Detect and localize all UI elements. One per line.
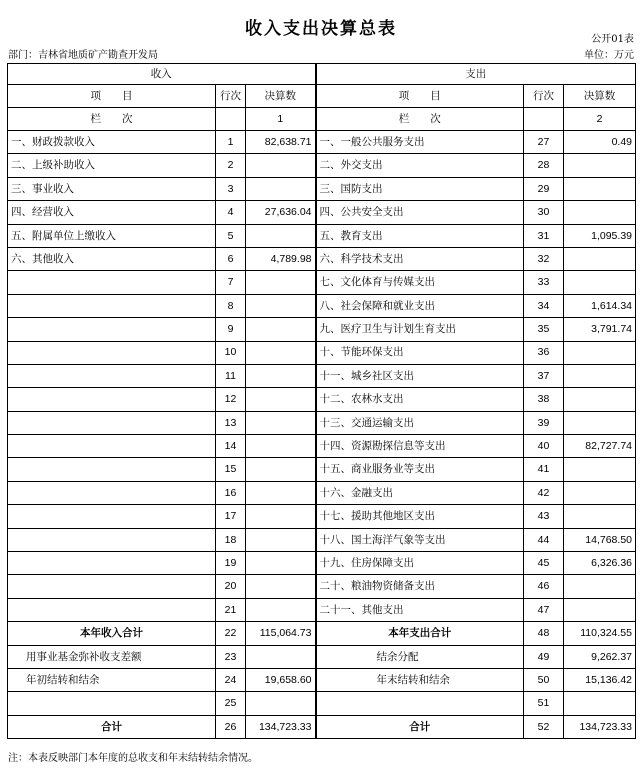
- expense-header: 支出: [316, 64, 636, 85]
- grand-total-left-value: 134,723.33: [246, 715, 316, 738]
- income-row-number: 2: [216, 154, 246, 177]
- expense-value: 82,727.74: [564, 435, 636, 458]
- expense-row-number: 42: [524, 481, 564, 504]
- expense-row-number: 36: [524, 341, 564, 364]
- expense-item-name: 四、公共安全支出: [316, 201, 524, 224]
- blank-left-label: [8, 692, 216, 715]
- expense-value: 14,768.50: [564, 528, 636, 551]
- expense-value: [564, 458, 636, 481]
- income-item-name: [8, 388, 216, 411]
- expense-value: [564, 575, 636, 598]
- expense-item-name: 二十、粮油物资储备支出: [316, 575, 524, 598]
- table-row: [8, 224, 636, 247]
- blank-right-rowno: 51: [524, 692, 564, 715]
- expense-item-name: 一、一般公共服务支出: [316, 131, 524, 154]
- table-row: [8, 364, 636, 387]
- expense-item-header: 项 目: [316, 85, 524, 108]
- expense-item-name: 十一、城乡社区支出: [316, 364, 524, 387]
- income-amount-header: 决算数: [246, 85, 316, 108]
- income-row-number: 5: [216, 224, 246, 247]
- income-row-number: 20: [216, 575, 246, 598]
- expense-item-name: 三、国防支出: [316, 177, 524, 200]
- expense-value: 6,326.36: [564, 552, 636, 575]
- income-row-number: 15: [216, 458, 246, 481]
- expense-total-value: 110,324.55: [564, 622, 636, 645]
- expense-value: [564, 271, 636, 294]
- expense-value: 1,614.34: [564, 294, 636, 317]
- income-value: 4,789.98: [246, 247, 316, 270]
- income-row-number: 11: [216, 364, 246, 387]
- blank-right-label: [316, 692, 524, 715]
- expense-total-label: 本年支出合计: [316, 622, 524, 645]
- expense-value: [564, 154, 636, 177]
- expense-row-number: 28: [524, 154, 564, 177]
- grand-total-left-rowno: 26: [216, 715, 246, 738]
- income-item-name: [8, 598, 216, 621]
- table-row: [8, 458, 636, 481]
- blank-left-rowno: 25: [216, 692, 246, 715]
- income-row-number: 8: [216, 294, 246, 317]
- income-row-number: 18: [216, 528, 246, 551]
- expense-item-name: 九、医疗卫生与计划生育支出: [316, 318, 524, 341]
- expense-value: [564, 364, 636, 387]
- income-value: 82,638.71: [246, 131, 316, 154]
- income-value: [246, 505, 316, 528]
- income-row-number: 3: [216, 177, 246, 200]
- grand-total-left-label: 合计: [8, 715, 216, 738]
- table-row: [8, 247, 636, 270]
- expense-item-name: 六、科学技术支出: [316, 247, 524, 270]
- department-label: 部门：吉林省地质矿产勘查开发局: [8, 50, 158, 61]
- income-item-name: [8, 505, 216, 528]
- income-rowno-header: 行次: [216, 85, 246, 108]
- expense-total-rowno: 48: [524, 622, 564, 645]
- expense-value: [564, 341, 636, 364]
- table-row: [8, 552, 636, 575]
- income-value: [246, 388, 316, 411]
- footnote: 注：本表反映部门本年度的总收支和年末结转结余情况。: [8, 753, 258, 764]
- income-row-number: 17: [216, 505, 246, 528]
- surplus-dist-label: 结余分配: [316, 645, 524, 668]
- income-col-number: 1: [246, 108, 316, 131]
- income-item-name: [8, 294, 216, 317]
- table-row: [8, 481, 636, 504]
- table-row: [8, 294, 636, 317]
- expense-lanci-blank: [524, 108, 564, 131]
- income-item-header: 项 目: [8, 85, 216, 108]
- begin-carry-rowno: 24: [216, 668, 246, 691]
- expense-item-name: 十七、援助其他地区支出: [316, 505, 524, 528]
- income-value: [246, 552, 316, 575]
- table-row: [8, 435, 636, 458]
- expense-row-number: 38: [524, 388, 564, 411]
- expense-row-number: 46: [524, 575, 564, 598]
- table-row: [8, 341, 636, 364]
- expense-value: [564, 481, 636, 504]
- expense-row-number: 33: [524, 271, 564, 294]
- income-item-name: [8, 411, 216, 434]
- expense-value: [564, 388, 636, 411]
- income-value: [246, 435, 316, 458]
- expense-row-number: 27: [524, 131, 564, 154]
- expense-item-name: 十、节能环保支出: [316, 341, 524, 364]
- expense-amount-header: 决算数: [564, 85, 636, 108]
- surplus-dist-rowno: 49: [524, 645, 564, 668]
- grand-total-right-rowno: 52: [524, 715, 564, 738]
- page-title: 收入支出决算总表: [245, 19, 397, 39]
- income-value: [246, 271, 316, 294]
- expense-rowno-header: 行次: [524, 85, 564, 108]
- income-item-name: 三、事业收入: [8, 177, 216, 200]
- income-row-number: 12: [216, 388, 246, 411]
- expense-item-name: 十二、农林水支出: [316, 388, 524, 411]
- unit-label: 单位：万元: [584, 50, 634, 61]
- income-row-number: 21: [216, 598, 246, 621]
- expense-col-number: 2: [564, 108, 636, 131]
- income-value: [246, 411, 316, 434]
- income-total-rowno: 22: [216, 622, 246, 645]
- budget-table: [7, 63, 636, 739]
- expense-item-name: 十九、住房保障支出: [316, 552, 524, 575]
- income-item-name: 五、附属单位上缴收入: [8, 224, 216, 247]
- expense-lanci-label: 栏 次: [316, 108, 524, 131]
- table-row: [8, 131, 636, 154]
- expense-item-name: 七、文化体育与传媒支出: [316, 271, 524, 294]
- table-row: [8, 318, 636, 341]
- expense-row-number: 43: [524, 505, 564, 528]
- income-item-name: [8, 481, 216, 504]
- expense-row-number: 29: [524, 177, 564, 200]
- income-value: [246, 528, 316, 551]
- income-item-name: 二、上级补助收入: [8, 154, 216, 177]
- table-row: [8, 528, 636, 551]
- expense-row-number: 41: [524, 458, 564, 481]
- expense-row-number: 30: [524, 201, 564, 224]
- income-row-number: 6: [216, 247, 246, 270]
- income-item-name: [8, 341, 216, 364]
- income-value: [246, 224, 316, 247]
- grand-total-right-label: 合计: [316, 715, 524, 738]
- expense-item-name: 二十一、其他支出: [316, 598, 524, 621]
- form-number: 公开01表: [591, 34, 634, 45]
- income-lanci-blank: [216, 108, 246, 131]
- table-row: [8, 598, 636, 621]
- income-item-name: [8, 528, 216, 551]
- income-item-name: [8, 271, 216, 294]
- income-item-name: [8, 435, 216, 458]
- income-item-name: 四、经营收入: [8, 201, 216, 224]
- income-total-label: 本年收入合计: [8, 622, 216, 645]
- expense-item-name: 二、外交支出: [316, 154, 524, 177]
- blank-right-value: [564, 692, 636, 715]
- income-row-number: 13: [216, 411, 246, 434]
- income-item-name: 一、财政拨款收入: [8, 131, 216, 154]
- expense-row-number: 35: [524, 318, 564, 341]
- income-item-name: [8, 364, 216, 387]
- expense-value: [564, 177, 636, 200]
- income-item-name: [8, 552, 216, 575]
- fund-gap-value: [246, 645, 316, 668]
- expense-row-number: 31: [524, 224, 564, 247]
- expense-row-number: 37: [524, 364, 564, 387]
- income-total-value: 115,064.73: [246, 622, 316, 645]
- income-row-number: 14: [216, 435, 246, 458]
- surplus-dist-value: 9,262.37: [564, 645, 636, 668]
- income-item-name: 六、其他收入: [8, 247, 216, 270]
- income-value: [246, 364, 316, 387]
- income-value: [246, 341, 316, 364]
- income-row-number: 9: [216, 318, 246, 341]
- table-row: [8, 177, 636, 200]
- expense-row-number: 34: [524, 294, 564, 317]
- end-carry-rowno: 50: [524, 668, 564, 691]
- begin-carry-value: 19,658.60: [246, 668, 316, 691]
- income-item-name: [8, 318, 216, 341]
- grand-total-right-value: 134,723.33: [564, 715, 636, 738]
- table-row: [8, 505, 636, 528]
- income-value: [246, 575, 316, 598]
- expense-item-name: 八、社会保障和就业支出: [316, 294, 524, 317]
- begin-carry-label: 年初结转和结余: [8, 668, 216, 691]
- income-row-number: 10: [216, 341, 246, 364]
- fund-gap-label: 用事业基金弥补收支差额: [8, 645, 216, 668]
- end-carry-value: 15,136.42: [564, 668, 636, 691]
- income-value: [246, 318, 316, 341]
- table-row: [8, 201, 636, 224]
- table-row: [8, 154, 636, 177]
- expense-value: [564, 247, 636, 270]
- income-row-number: 16: [216, 481, 246, 504]
- expense-item-name: 十八、国土海洋气象等支出: [316, 528, 524, 551]
- table-row: [8, 575, 636, 598]
- expense-row-number: 39: [524, 411, 564, 434]
- expense-value: 1,095.39: [564, 224, 636, 247]
- income-value: [246, 598, 316, 621]
- expense-item-name: 十四、资源勘探信息等支出: [316, 435, 524, 458]
- income-row-number: 1: [216, 131, 246, 154]
- expense-value: 3,791.74: [564, 318, 636, 341]
- expense-row-number: 47: [524, 598, 564, 621]
- expense-item-name: 十五、商业服务业等支出: [316, 458, 524, 481]
- income-header: 收入: [8, 64, 316, 85]
- expense-value: [564, 201, 636, 224]
- income-value: [246, 481, 316, 504]
- income-value: [246, 458, 316, 481]
- income-value: [246, 154, 316, 177]
- income-item-name: [8, 575, 216, 598]
- income-value: 27,636.04: [246, 201, 316, 224]
- expense-item-name: 十三、交通运输支出: [316, 411, 524, 434]
- blank-left-value: [246, 692, 316, 715]
- income-value: [246, 294, 316, 317]
- fund-gap-rowno: 23: [216, 645, 246, 668]
- expense-row-number: 44: [524, 528, 564, 551]
- income-row-number: 7: [216, 271, 246, 294]
- table-row: [8, 271, 636, 294]
- income-row-number: 4: [216, 201, 246, 224]
- expense-item-name: 五、教育支出: [316, 224, 524, 247]
- income-lanci-label: 栏 次: [8, 108, 216, 131]
- table-row: [8, 411, 636, 434]
- expense-row-number: 45: [524, 552, 564, 575]
- income-item-name: [8, 458, 216, 481]
- income-value: [246, 177, 316, 200]
- expense-row-number: 40: [524, 435, 564, 458]
- end-carry-label: 年末结转和结余: [316, 668, 524, 691]
- expense-value: [564, 505, 636, 528]
- expense-value: [564, 598, 636, 621]
- expense-value: [564, 411, 636, 434]
- table-row: [8, 388, 636, 411]
- expense-row-number: 32: [524, 247, 564, 270]
- expense-item-name: 十六、金融支出: [316, 481, 524, 504]
- income-row-number: 19: [216, 552, 246, 575]
- expense-value: 0.49: [564, 131, 636, 154]
